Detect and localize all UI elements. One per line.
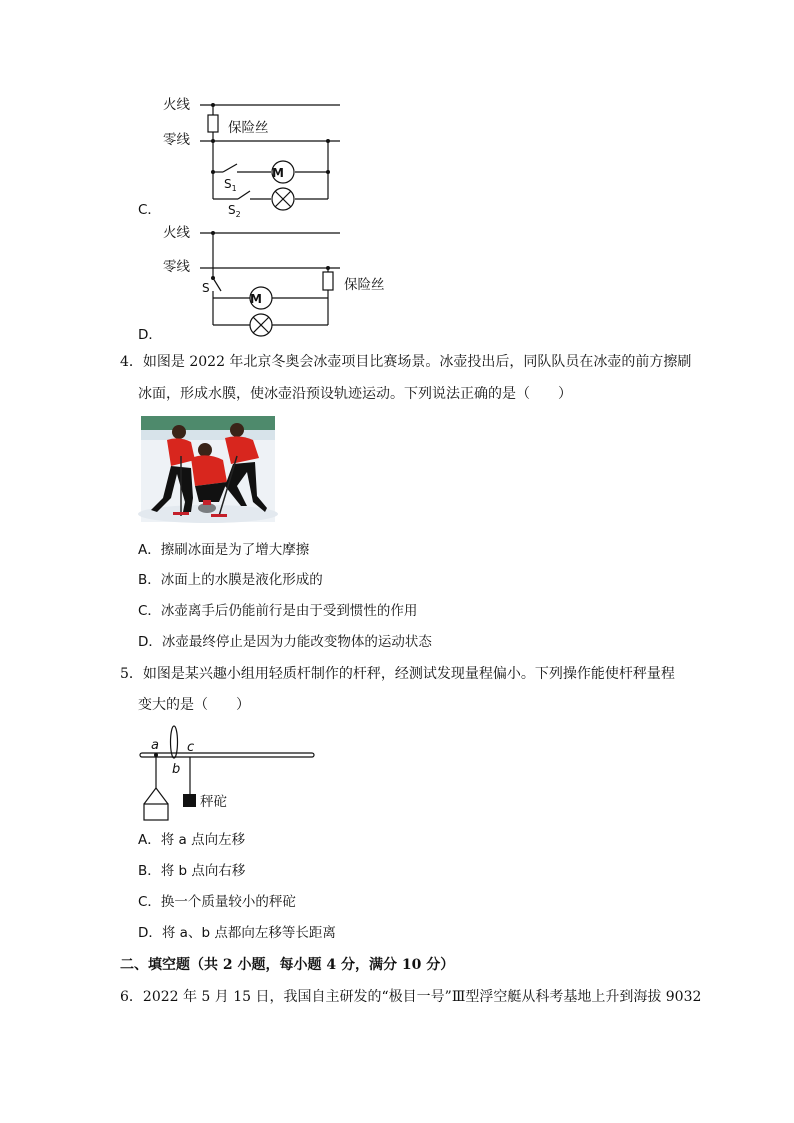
q5-option-b: B．将 b 点向右移 <box>138 863 246 879</box>
curling-photo <box>141 416 275 522</box>
label-b: b <box>172 762 181 777</box>
switch-s2-label: $S_2$ <box>228 203 241 219</box>
q4-stem-line1: 4．如图是 2022 年北京冬奥会冰壶项目比赛场景。冰壶投出后，同队队员在冰壶的前方擦刷 <box>120 354 692 370</box>
neutral-wire-label: 零线 <box>163 132 190 148</box>
q5-option-a: A．将 a 点向左移 <box>138 832 246 848</box>
fuse-symbol <box>323 272 333 290</box>
neutral-wire-label: 零线 <box>163 259 190 275</box>
fuse-symbol <box>208 115 218 132</box>
q5-stem-line2: 变大的是（ ） <box>138 697 250 713</box>
q5-option-d: D．将 a、b 点都向左移等长距离 <box>138 925 336 941</box>
fuse-label: 保险丝 <box>228 120 269 136</box>
motor-label: M <box>272 166 284 180</box>
q4-option-d: D．冰壶最终停止是因为力能改变物体的运动状态 <box>138 634 432 650</box>
switch-s1-label: $S_1$ <box>224 177 237 193</box>
fuse-label: 保险丝 <box>344 277 385 293</box>
pan <box>144 804 168 820</box>
steelyard-diagram <box>138 724 328 824</box>
q6-stem-line1: 6．2022 年 5 月 15 日，我国自主研发的“极目一号”Ⅲ型浮空艇从科考基地上升到海拔 9032 <box>120 989 702 1005</box>
q5-stem-line1: 5．如图是某兴趣小组用轻质杆制作的杆秤，经测试发现量程偏小。下列操作能使杆秤量程 <box>120 666 675 682</box>
q4-stem-line2: 冰面，形成水膜，使冰壶沿预设轨迹运动。下列说法正确的是（ ） <box>138 386 572 402</box>
live-wire-label: 火线 <box>163 97 190 113</box>
q4-option-b: B．冰面上的水膜是液化形成的 <box>138 572 323 588</box>
circuit-diagram-d <box>158 220 398 332</box>
weight-block <box>183 794 196 807</box>
q5-option-c: C．换一个质量较小的秤砣 <box>138 894 296 910</box>
option-d-label: D． <box>138 327 162 343</box>
q4-option-c: C．冰壶离手后仍能前行是由于受到惯性的作用 <box>138 603 418 619</box>
circuit-diagram-c <box>158 92 358 219</box>
motor-label: M <box>250 292 262 306</box>
section-heading: 二、填空题（共 2 小题，每小题 4 分，满分 10 分） <box>120 957 455 973</box>
label-a: a <box>151 738 159 753</box>
label-c: c <box>187 740 195 755</box>
q4-option-a: A．擦刷冰面是为了增大摩擦 <box>138 542 310 558</box>
weight-label: 秤砣 <box>200 794 227 810</box>
option-c-label: C． <box>138 202 161 218</box>
switch-s-label: S <box>202 281 210 295</box>
live-wire-label: 火线 <box>163 225 190 241</box>
